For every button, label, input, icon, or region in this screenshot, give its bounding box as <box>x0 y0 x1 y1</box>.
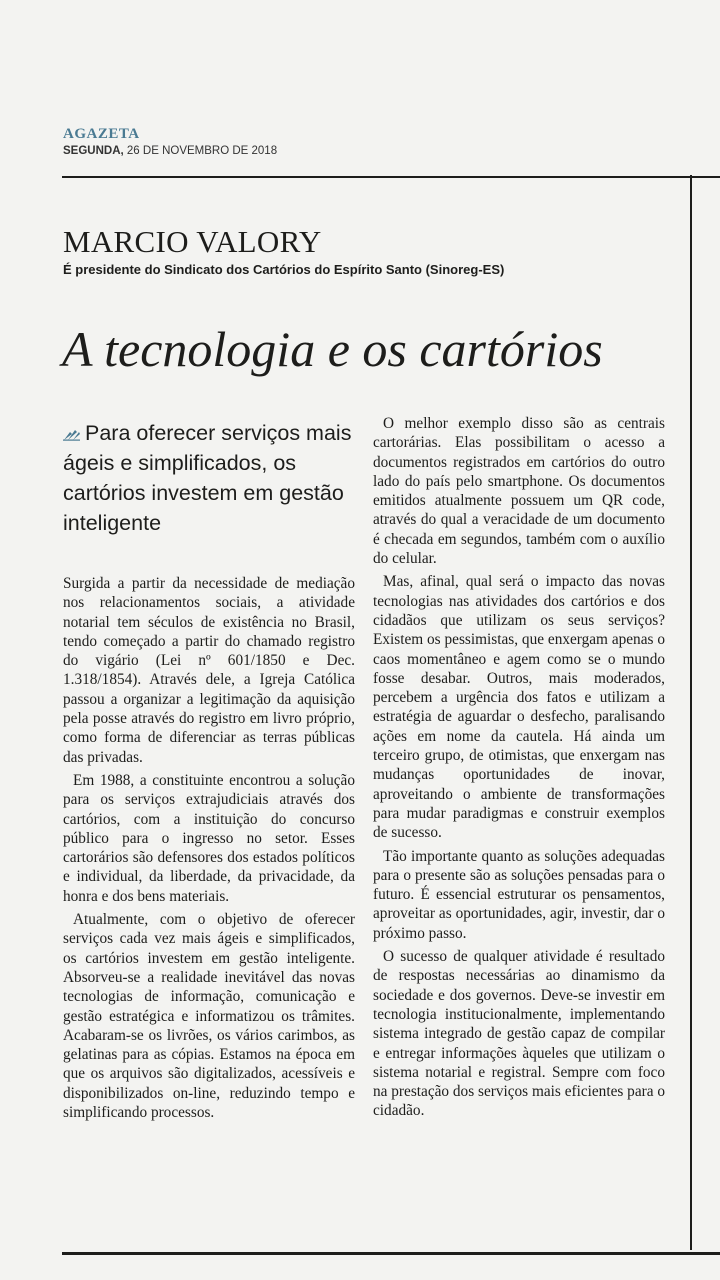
paragraph: Surgida a partir da necessidade de mediação nos relacionamentos sociais, a atividade notarial tem séculos de existência no Brasil, tendo começado a partir do chamado registro do vigário (Lei nº 601/1850 e Dec. 1.318/1854). Através dele, a Igreja Católica passou a organizar a legitimação da aquisição pela posse através do registro em livro próprio, como forma de diferenciar as terras públicas das privadas. <box>63 575 355 766</box>
bottom-rule <box>62 1252 720 1255</box>
newspaper-masthead: AGAZETA <box>63 126 140 142</box>
article-column-left <box>63 574 355 1126</box>
paragraph: Mas, afinal, qual será o impacto das novas tecnologias nas atividades dos cartórios e dos cidadãos que utilizam os seus serviços? Existem os pessimistas, que enxergam apenas o caos momentâneo e agem como se o mundo fosse desabar. Outros, mais moderados, percebem a urgência dos fatos e utilizam a estratégia de aguardar o desfecho, paralisando ações em nome da cautela. Há ainda um terceiro grupo, de otimistas, que enxergam nas mudanças oportunidades de inovar, aproveitando o ambiente de transformações para mudar paradigmas e construir exemplos de sucesso. <box>373 573 665 842</box>
pen-nib-icon <box>63 419 81 433</box>
paragraph: O melhor exemplo disso são as centrais cartorárias. Elas possibilitam o acesso a documentos registrados em cartórios do outro lado do país pelo smartphone. Os documentos emitidos atualmente possuem um QR code, através do qual a veracidade de um documento é checada em segundos, também com o auxílio do celular. <box>373 415 665 568</box>
deck-text: Para oferecer serviços mais ágeis e simplificados, os cartórios investem em gestão inteligente <box>63 421 352 535</box>
paragraph: Atualmente, com o objetivo de oferecer serviços cada vez mais ágeis e simplificados, os cartórios investem em gestão inteligente. Absorveu-se a realidade inevitável das novas tecnologias de informação, comunicação e gestão estratégica e informatizou os trâmites. Acabaram-se os livrões, os vários carimbos, as gelatinas para as cópias. Estamos na época em que os arquivos são digitalizados, acessíveis e disponibilizados on-line, reduzindo tempo e simplificando processos. <box>63 911 355 1122</box>
paragraph: O sucesso de qualquer atividade é resultado de respostas necessárias ao dinamismo da sociedade e dos governos. Deve-se investir em tecnologia institucionalmente, implementando sistema integrado de gestão capaz de compilar e entregar informações àqueles que utilizam o sistema notarial e registral. Sempre com foco na prestação dos serviços mais eficientes para o cidadão. <box>373 948 665 1120</box>
article-column-right <box>373 414 665 1125</box>
paragraph: Tão importante quanto as soluções adequadas para o presente são as soluções pensadas para o futuro. É essencial estruturar os pensamentos, aproveitar as oportunidades, agir, investir, dar o próximo passo. <box>373 847 665 942</box>
dateline <box>63 145 277 157</box>
paragraph: Em 1988, a constituinte encontrou a solução para os serviços extrajudiciais através dos cartórios, com a instituição do concurso público para o ingresso no setor. Esses cartorários são defensores dos estados políticos e individual, da liberdade, da privacidade, da honra e dos bens materiais. <box>63 771 355 905</box>
article-headline: A tecnologia e os cartórios <box>62 321 603 377</box>
article-deck <box>63 418 353 538</box>
author-role: É presidente do Sindicato dos Cartórios do Espírito Santo (Sinoreg-ES) <box>63 262 505 277</box>
dateline-date: 26 DE NOVEMBRO DE 2018 <box>126 145 278 157</box>
dateline-day: SEGUNDA, <box>63 145 124 157</box>
author-name: MARCIO VALORY <box>63 224 322 259</box>
column-border-right <box>690 175 692 1250</box>
top-rule <box>62 176 720 178</box>
